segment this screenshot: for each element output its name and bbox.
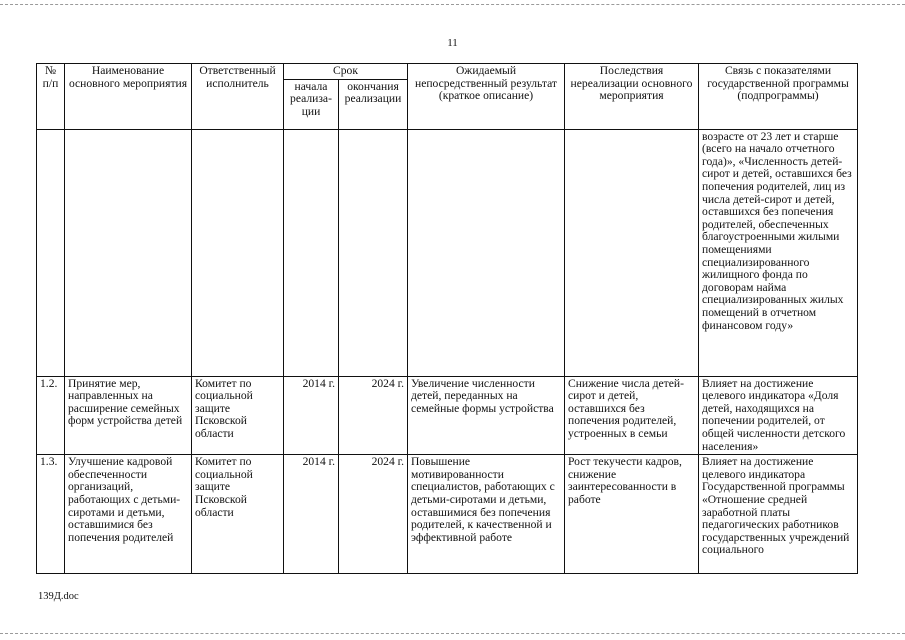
cell-consequences: Снижение числа детей-сирот и детей, оставшихся без попечения родителей, устроенных в семьи (565, 376, 699, 455)
cell-link: Влияет на достижение целевого индикатора Государственной программы «Отношение средней заработной платы педагогических работников государственных учреждений социального (699, 455, 858, 574)
table-row (37, 376, 858, 455)
table-row (37, 455, 858, 574)
cell-executor: Комитет по социальной защите Псковской области (192, 376, 284, 455)
cell-start (284, 129, 339, 376)
cell-end: 2024 г. (339, 376, 408, 455)
cell-link: возрасте от 23 лет и старше (всего на начало отчетного года)», «Численность детей-сирот и детей, оставшихся без попечения родителей, лиц из числа детей-сирот и детей, оставшихся без попечения родителей, обеспеченных благоустроенными жилыми помещениями специализированного жилищного фонда по договорам найма специализированных жилых помещений в отчетном финансовом году» (699, 129, 858, 376)
header-term: Срок (284, 64, 408, 80)
scan-edge-bottom (0, 633, 905, 634)
header-num: № п/п (37, 64, 65, 130)
cell-name (65, 129, 192, 376)
cell-result: Повышение мотивированности специалистов, работающих с детьми-сиротами и детьми, оставшимися без попечения родителей, к качественной и эффективной работе (408, 455, 565, 574)
cell-name: Принятие мер, направленных на расширение семейных форм устройства детей (65, 376, 192, 455)
cell-name: Улучшение кадровой обеспеченности организаций, работающих с детьми-сиротами и детьми, оставшимися без попечения родителей (65, 455, 192, 574)
cell-num: 1.2. (37, 376, 65, 455)
table-row (37, 129, 858, 376)
cell-num: 1.3. (37, 455, 65, 574)
table-header-row (37, 64, 858, 80)
document-filename: 139Д.doc (38, 591, 79, 602)
header-term-start: начала реализа-ции (284, 79, 339, 129)
cell-consequences (565, 129, 699, 376)
cell-start: 2014 г. (284, 455, 339, 574)
cell-num (37, 129, 65, 376)
cell-consequences: Рост текучести кадров, снижение заинтересованности в работе (565, 455, 699, 574)
cell-result (408, 129, 565, 376)
cell-executor (192, 129, 284, 376)
page-number: 11 (447, 37, 458, 49)
cell-link: Влияет на достижение целевого индикатора «Доля детей, находящихся на попечении родителей, от общей численности детского населения» (699, 376, 858, 455)
scan-edge-top (0, 4, 905, 5)
cell-start: 2014 г. (284, 376, 339, 455)
header-link: Связь с показателями государственной программы (подпрограммы) (699, 64, 858, 130)
header-result: Ожидаемый непосредственный результат (краткое описание) (408, 64, 565, 130)
header-term-end: окончания реализации (339, 79, 408, 129)
header-consequences: Последствия нереализации основного мероприятия (565, 64, 699, 130)
cell-end: 2024 г. (339, 455, 408, 574)
cell-end (339, 129, 408, 376)
activities-table (36, 63, 858, 574)
cell-executor: Комитет по социальной защите Псковской области (192, 455, 284, 574)
cell-result: Увеличение численности детей, переданных на семейные формы устройства (408, 376, 565, 455)
header-executor: Ответственный исполнитель (192, 64, 284, 130)
header-name: Наименование основного мероприятия (65, 64, 192, 130)
